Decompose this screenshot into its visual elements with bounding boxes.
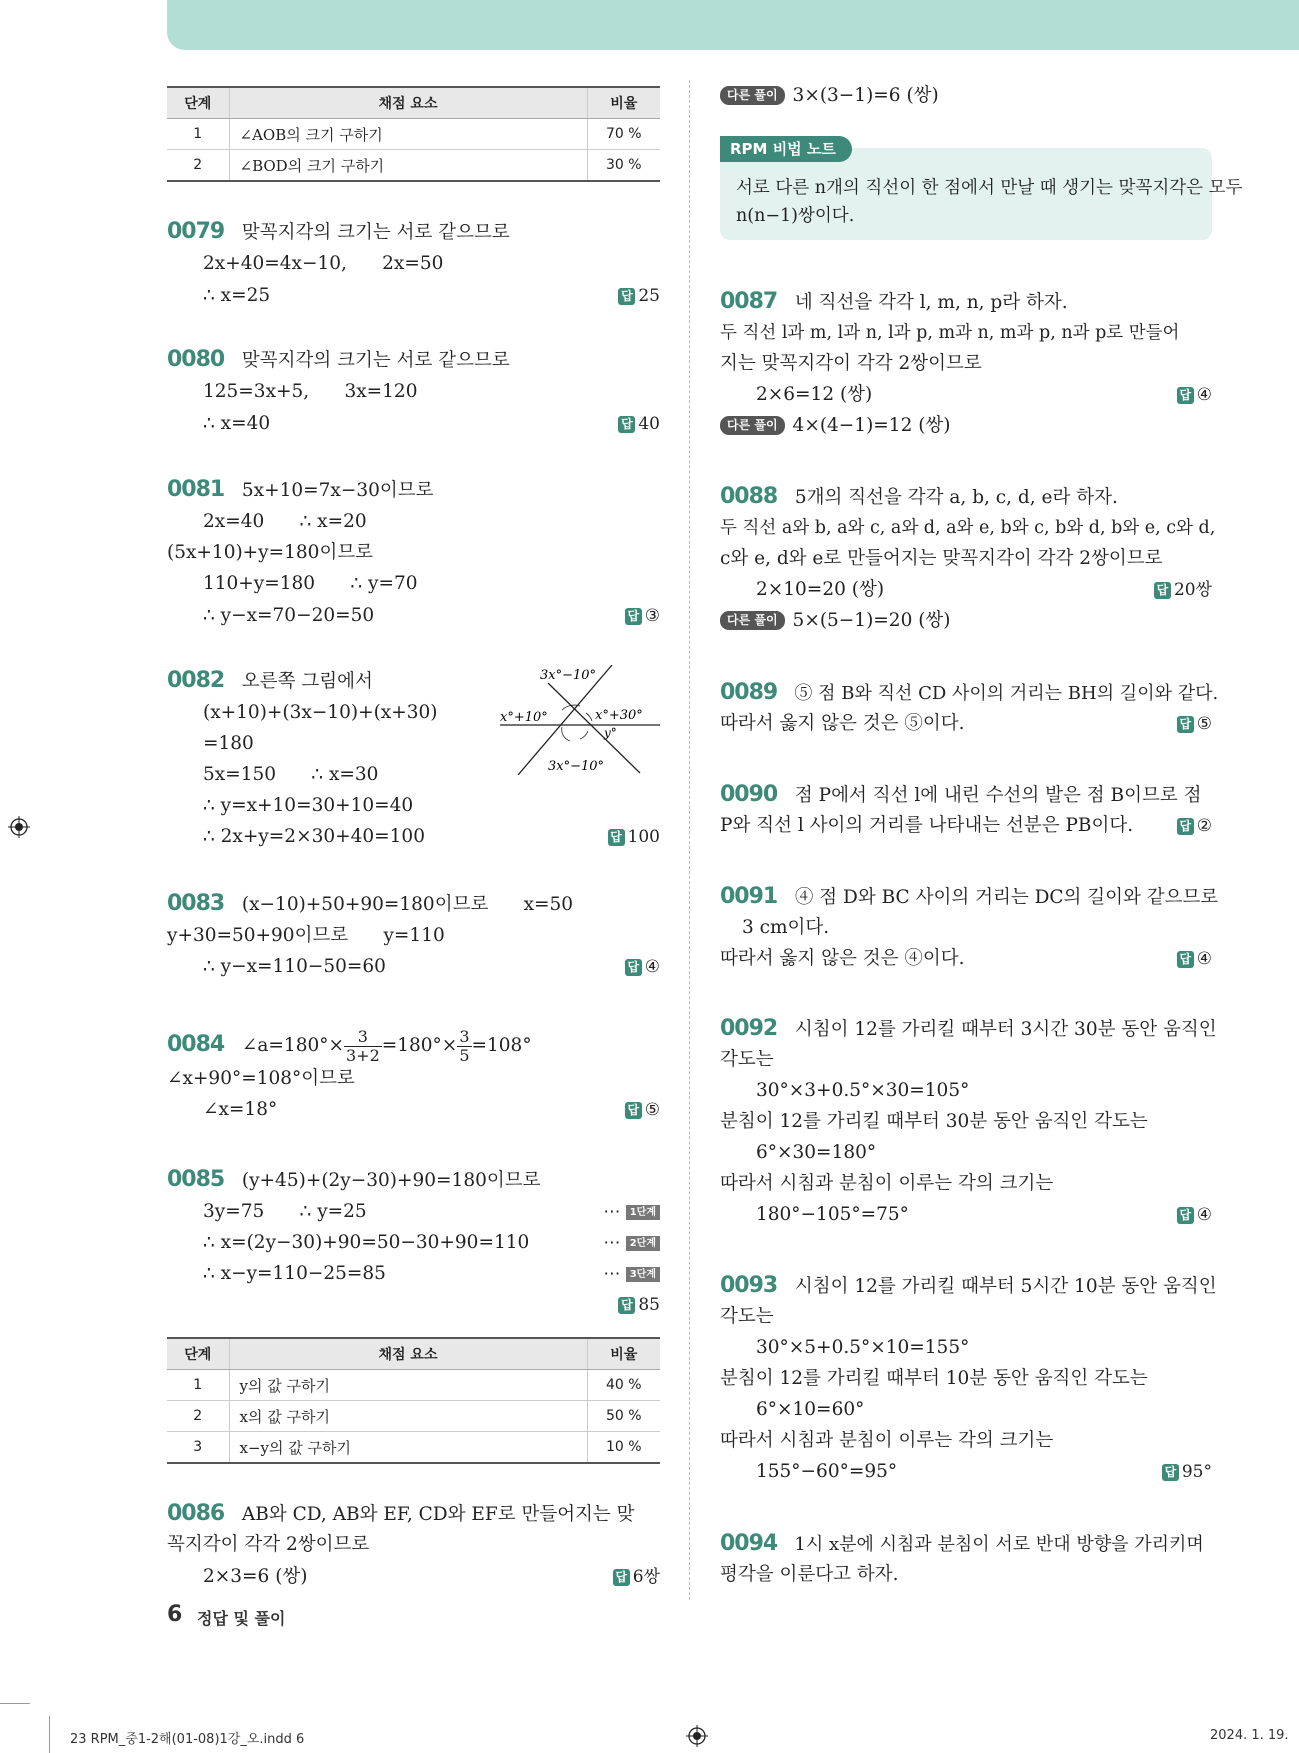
problem-number: 0092	[720, 1016, 778, 1041]
answer-icon: 답	[1177, 818, 1194, 835]
answer-icon: 답	[1162, 1464, 1179, 1481]
table-row	[167, 1432, 660, 1464]
solution-line: 두 직선 a와 b, a와 c, a와 d, a와 e, b와 c, b와 d, b와 e, c와 d,	[720, 518, 1216, 538]
solution-line: 맞꼭지각의 크기는 서로 같으므로	[241, 350, 510, 371]
alt-solution: 다른 풀이 4×(4−1)=12 (쌍)	[720, 414, 951, 438]
solution-line: 6°×30=180°	[756, 1142, 877, 1163]
alt-solution: 다른 풀이 3×(3−1)=6 (쌍)	[720, 84, 939, 108]
solution-line: 3y=75 ∴ y=25	[203, 1201, 367, 1222]
table-cell: 1	[167, 1370, 229, 1401]
solution-line: 꼭지각이 각각 2쌍이므로	[167, 1534, 370, 1555]
solution-line: ∴ y=x+10=30+10=40	[203, 795, 414, 816]
figure-label: 3x°−10°	[548, 759, 605, 774]
answer: 답 20쌍	[1154, 578, 1212, 602]
grading-table-1	[167, 86, 660, 182]
step-marker: ⋯ 1단계	[603, 1200, 660, 1224]
problem-number: 0091	[720, 884, 778, 909]
solution-line: P와 직선 l 사이의 거리를 나타내는 선분은 PB이다.	[720, 815, 1134, 836]
answer: 답 ④	[1177, 947, 1212, 971]
answer: 답 ⑤	[1177, 712, 1212, 736]
answer-icon: 답	[1177, 387, 1194, 404]
solution-line: 따라서 시침과 분침이 이루는 각의 크기는	[720, 1173, 1054, 1194]
page-title: 정답 및 풀이	[197, 1609, 286, 1628]
solution-line: 각도는	[720, 1306, 774, 1327]
solution-line: 평각을 이룬다고 하자.	[720, 1564, 899, 1585]
solution-line: 2×3=6 (쌍)	[203, 1566, 308, 1587]
figure-label: 3x°−10°	[540, 668, 597, 683]
answer: 답 ③	[625, 604, 660, 628]
table-header: 단계	[167, 87, 229, 119]
solution-line: y+30=50+90이므로 y=110	[167, 925, 445, 946]
solution-line: c와 e, d와 e로 만들어지는 맞꼭지각이 각각 2쌍이므로	[720, 548, 1163, 569]
solution-line: 30°×3+0.5°×30=105°	[756, 1080, 970, 1101]
answer-icon: 답	[625, 608, 642, 625]
table-cell: 2	[167, 150, 229, 182]
registration-mark-icon	[686, 1725, 708, 1747]
intersecting-lines-figure	[500, 665, 660, 775]
registration-mark-icon	[8, 816, 30, 838]
solution-line: ∠x=18°	[203, 1099, 278, 1120]
answer: 답 ⑤	[625, 1098, 660, 1122]
answer-icon: 답	[613, 1569, 630, 1586]
solution-line: 따라서 시침과 분침이 이루는 각의 크기는	[720, 1430, 1054, 1451]
solution-line: 따라서 옳지 않은 것은 ④이다.	[720, 948, 965, 969]
column-divider	[689, 80, 690, 1600]
table-cell: 30 %	[587, 150, 660, 182]
answer: 답 40	[618, 412, 660, 436]
table-header: 비율	[587, 1338, 660, 1370]
answer-icon: 답	[1154, 582, 1171, 599]
alt-solution-label: 다른 풀이	[720, 86, 785, 105]
answer: 답 ②	[1177, 814, 1212, 838]
solution-line: 5x=150 ∴ x=30	[203, 764, 379, 785]
table-header: 비율	[587, 87, 660, 119]
crop-mark	[0, 1703, 30, 1704]
solution-line: 점 P에서 직선 l에 내린 수선의 발은 점 B이므로 점	[794, 785, 1202, 806]
solution-line: 30°×5+0.5°×10=155°	[756, 1337, 970, 1358]
solution-line: 6°×10=60°	[756, 1399, 865, 1420]
solution-line: 1시 x분에 시침과 분침이 서로 반대 방향을 가리키며	[794, 1534, 1204, 1555]
problem-number: 0085	[167, 1167, 225, 1192]
problem-number: 0094	[720, 1531, 778, 1556]
solution-line: 맞꼭지각의 크기는 서로 같으므로	[241, 222, 510, 243]
answer: 답 6쌍	[613, 1565, 660, 1589]
solution-line: 5x+10=7x−30이므로	[241, 480, 434, 501]
page-number: 6	[167, 1602, 183, 1627]
table-cell: x−y의 값 구하기	[229, 1432, 587, 1464]
solution-line: 2×6=12 (쌍)	[756, 384, 873, 405]
note-title: RPM 비법 노트	[720, 136, 852, 162]
note-text: n(n−1)쌍이다.	[736, 206, 855, 226]
problem-number: 0086	[167, 1501, 225, 1526]
solution-line: ∴ x−y=110−25=85	[203, 1263, 386, 1284]
problem-number: 0081	[167, 477, 225, 502]
solution-line: ∴ x=(2y−30)+90=50−30+90=110	[203, 1232, 530, 1253]
step-marker: ⋯ 2단계	[603, 1231, 660, 1255]
figure-label: y°	[604, 726, 617, 740]
answer-icon: 답	[618, 416, 635, 433]
table-cell: 40 %	[587, 1370, 660, 1401]
solution-line: ∴ x=40	[203, 413, 271, 434]
problem-number: 0089	[720, 680, 778, 705]
solution-line: 3 cm이다.	[742, 917, 830, 938]
alt-solution-label: 다른 풀이	[720, 416, 785, 435]
solution-line: (x−10)+50+90=180이므로 x=50	[241, 894, 574, 915]
answer-icon: 답	[618, 1297, 635, 1314]
solution-line: AB와 CD, AB와 EF, CD와 EF로 만들어지는 맞	[241, 1504, 635, 1525]
note-text: 서로 다른 n개의 직선이 한 점에서 만날 때 생기는 맞꼭지각은 모두	[736, 178, 1243, 198]
solution-line: 2×10=20 (쌍)	[756, 579, 885, 600]
solution-line: ④ 점 D와 BC 사이의 거리는 DC의 길이와 같으므로	[794, 887, 1219, 908]
solution-line: ∴ y−x=70−20=50	[203, 605, 375, 626]
problem-number: 0088	[720, 484, 778, 509]
table-cell: 50 %	[587, 1401, 660, 1432]
solution-line: ∴ x=25	[203, 285, 271, 306]
answer-icon: 답	[1177, 951, 1194, 968]
table-header: 채점 요소	[229, 87, 587, 119]
solution-line: 분침이 12를 가리킬 때부터 30분 동안 움직인 각도는	[720, 1111, 1148, 1132]
solution-line: 125=3x+5, 3x=120	[203, 381, 418, 402]
table-row	[167, 1401, 660, 1432]
solution-line: ∠x+90°=108°이므로	[167, 1068, 355, 1089]
step-marker: ⋯ 3단계	[603, 1262, 660, 1286]
footer-filename: 23 RPM_중1-2해(01-08)1강_오.indd 6	[70, 1732, 305, 1747]
table-header: 채점 요소	[229, 1338, 587, 1370]
solution-line: 따라서 옳지 않은 것은 ⑤이다.	[720, 713, 965, 734]
crop-mark	[49, 1716, 50, 1753]
figure-label: x°+30°	[595, 708, 643, 723]
answer-icon: 답	[625, 1102, 642, 1119]
rpm-note-box	[720, 136, 1243, 242]
solution-line: 110+y=180 ∴ y=70	[203, 573, 418, 594]
table-cell: x의 값 구하기	[229, 1401, 587, 1432]
answer: 답 25	[618, 284, 660, 308]
alt-solution-label: 다른 풀이	[720, 611, 785, 630]
footer-date: 2024. 1. 19.	[1210, 1728, 1289, 1743]
solution-line: 시침이 12를 가리킬 때부터 5시간 10분 동안 움직인	[794, 1276, 1217, 1297]
alt-solution: 다른 풀이 5×(5−1)=20 (쌍)	[720, 609, 951, 633]
problem-number: 0080	[167, 347, 225, 372]
header-banner	[167, 0, 1299, 50]
table-cell: 70 %	[587, 119, 660, 150]
problem-number: 0087	[720, 289, 778, 314]
problem-number: 0084	[167, 1032, 225, 1057]
problem-number: 0093	[720, 1273, 778, 1298]
solution-line: ⑤ 점 B와 직선 CD 사이의 거리는 BH의 길이와 같다.	[794, 683, 1219, 704]
grading-table-2	[167, 1337, 660, 1464]
problem-number: 0079	[167, 219, 225, 244]
table-cell: ∠AOB의 크기 구하기	[229, 119, 587, 150]
solution-line: 155°−60°=95°	[756, 1461, 898, 1482]
solution-line: (x+10)+(3x−10)+(x+30)	[203, 702, 438, 723]
solution-line: 각도는	[720, 1049, 774, 1070]
answer-icon: 답	[1177, 716, 1194, 733]
solution-line: 시침이 12를 가리킬 때부터 3시간 30분 동안 움직인	[794, 1019, 1217, 1040]
solution-line: 두 직선 l과 m, l과 n, l과 p, m과 n, m과 p, n과 p로 만들어	[720, 323, 1180, 343]
solution-line: 2x=40 ∴ x=20	[203, 511, 367, 532]
table-cell: y의 값 구하기	[229, 1370, 587, 1401]
solution-line: 180°−105°=75°	[756, 1204, 909, 1225]
figure-label: x°+10°	[500, 710, 548, 725]
answer-icon: 답	[625, 959, 642, 976]
solution-line: 네 직선을 각각 l, m, n, p라 하자.	[794, 292, 1068, 313]
answer: 답 95°	[1162, 1460, 1212, 1484]
answer-icon: 답	[608, 829, 625, 846]
answer: 답 85	[618, 1293, 660, 1317]
answer-icon: 답	[618, 288, 635, 305]
solution-line: 오른쪽 그림에서	[241, 671, 373, 692]
table-cell: 10 %	[587, 1432, 660, 1464]
solution-line: (y+45)+(2y−30)+90=180이므로	[241, 1170, 541, 1191]
solution-line: 지는 맞꼭지각이 각각 2쌍이므로	[720, 353, 982, 374]
problem-number: 0082	[167, 668, 225, 693]
table-cell: 2	[167, 1401, 229, 1432]
solution-line: 2x+40=4x−10, 2x=50	[203, 253, 444, 274]
table-cell: 1	[167, 119, 229, 150]
table-cell: 3	[167, 1432, 229, 1464]
problem-number: 0090	[720, 782, 778, 807]
solution-line: =180	[203, 733, 254, 754]
solution-line: ∴ y−x=110−50=60	[203, 956, 386, 977]
answer-icon: 답	[1177, 1207, 1194, 1224]
problem-number: 0083	[167, 891, 225, 916]
answer: 답 ④	[1177, 383, 1212, 407]
table-header: 단계	[167, 1338, 229, 1370]
solution-line: ∴ 2x+y=2×30+40=100	[203, 826, 425, 847]
solution-line: 5개의 직선을 각각 a, b, c, d, e라 하자.	[794, 487, 1118, 508]
solution-line: 0084 ∠a=180°× $\frac{3}{3+2}$ =180°× $\frac{3}{5}$ =108°	[167, 1026, 532, 1065]
answer: 답 ④	[625, 955, 660, 979]
table-row	[167, 1370, 660, 1401]
answer: 답 ④	[1177, 1203, 1212, 1227]
solution-line: (5x+10)+y=180이므로	[167, 542, 374, 563]
solution-line: 분침이 12를 가리킬 때부터 10분 동안 움직인 각도는	[720, 1368, 1148, 1389]
table-cell: ∠BOD의 크기 구하기	[229, 150, 587, 182]
table-row	[167, 119, 660, 150]
answer: 답 100	[608, 825, 660, 849]
table-row	[167, 150, 660, 182]
